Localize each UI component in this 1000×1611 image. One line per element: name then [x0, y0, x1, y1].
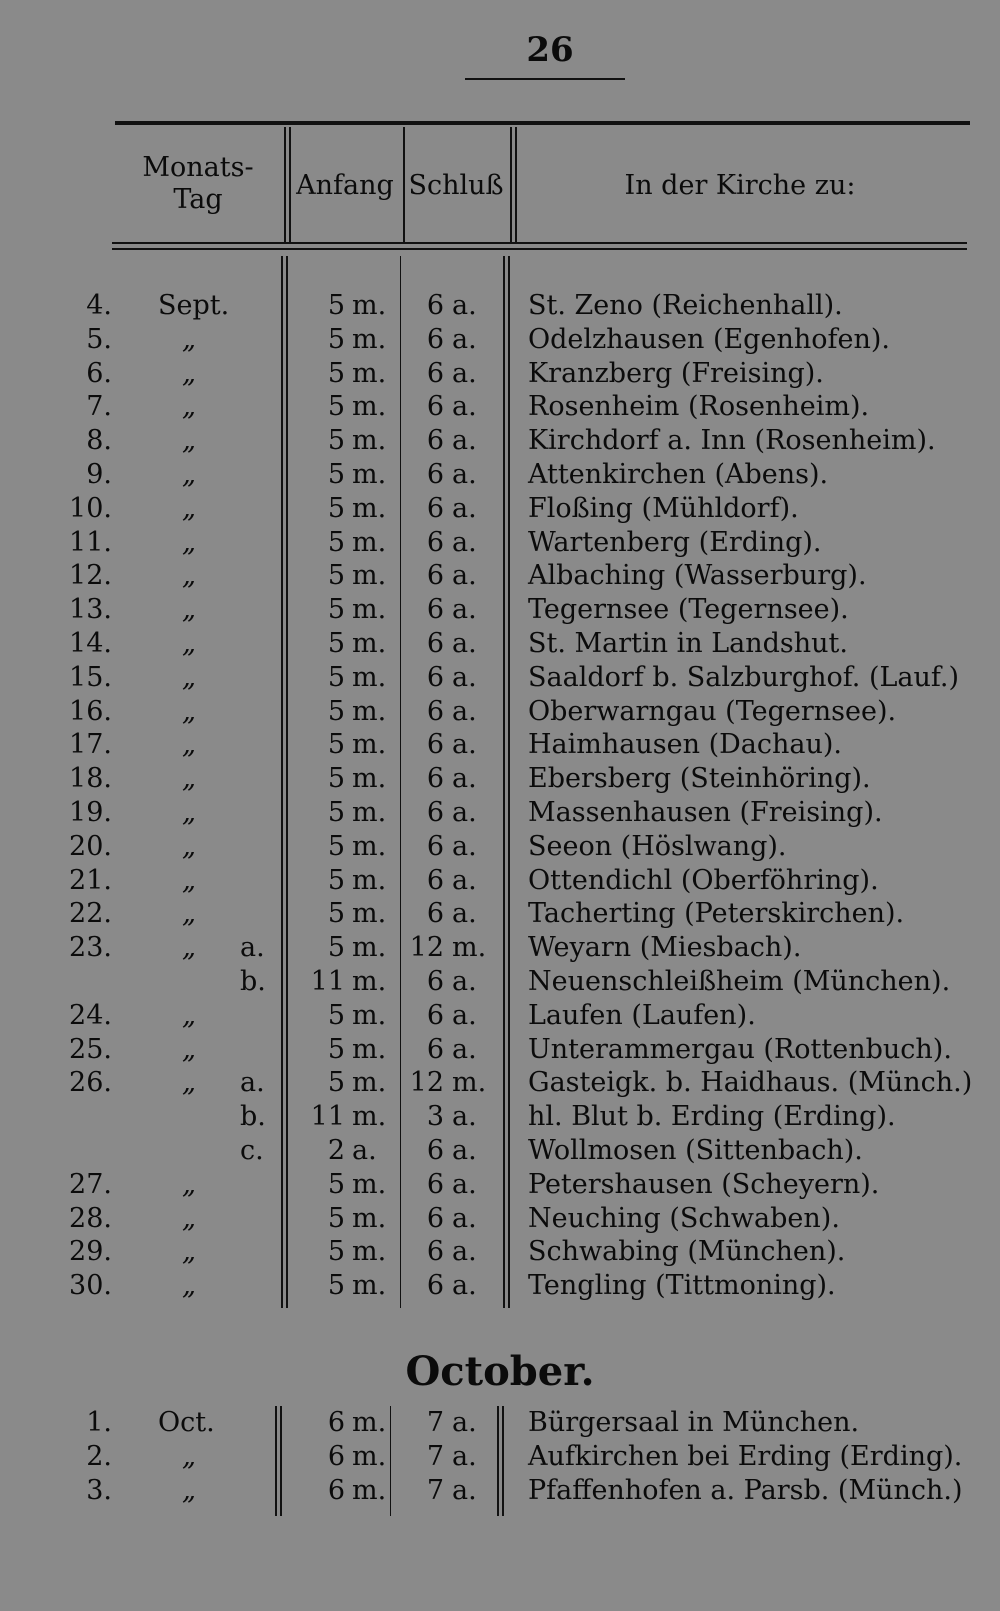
day-cell: 7. [86, 391, 112, 423]
day-cell: 25. [69, 1033, 112, 1065]
ditto-mark: „ [182, 458, 196, 490]
october-title: October. [405, 1348, 595, 1395]
start-time: 5 [327, 290, 345, 321]
day-cell: 14. [69, 627, 112, 659]
ditto-mark: „ [182, 898, 196, 930]
end-unit: a. [452, 458, 477, 490]
end-time: 6 [426, 323, 444, 355]
end-time: 7 [426, 1440, 444, 1472]
page-number-rule [465, 78, 625, 80]
church-cell: Laufen (Laufen). [528, 999, 756, 1031]
header-day-line2: Tag [173, 184, 223, 215]
day-cell: 8. [86, 425, 112, 457]
end-unit: a. [452, 1101, 477, 1133]
start-unit: m. [352, 594, 387, 626]
start-time: 5 [327, 661, 345, 693]
start-unit: m. [352, 932, 387, 964]
table-row [0, 1406, 1000, 1440]
ditto-mark: „ [182, 1440, 196, 1472]
church-cell: Unterammergau (Rottenbuch). [528, 1033, 952, 1065]
end-unit: a. [452, 594, 477, 626]
end-unit: a. [452, 627, 477, 659]
day-cell: 2. [86, 1440, 112, 1472]
day-cell: 21. [69, 864, 112, 896]
table-row [0, 593, 1000, 627]
church-cell: Saaldorf b. Salzburghof. (Lauf.) [528, 661, 960, 693]
church-cell: Kranzberg (Freising). [528, 357, 824, 389]
table-row [0, 627, 1000, 661]
start-time: 6 [327, 1474, 345, 1506]
end-time: 6 [426, 526, 444, 558]
start-time: 5 [327, 323, 345, 355]
church-cell: St. Martin in Landshut. [528, 627, 848, 659]
church-cell: Tacherting (Peterskirchen). [528, 898, 905, 930]
start-time: 6 [327, 1407, 345, 1438]
start-unit: m. [352, 458, 387, 490]
church-cell: Odelzhausen (Egenhofen). [528, 323, 890, 355]
end-unit: a. [452, 1202, 477, 1234]
ditto-mark: „ [182, 1168, 196, 1200]
day-cell: 20. [69, 830, 112, 862]
header-bottom-rule [112, 242, 967, 244]
end-unit: a. [452, 290, 477, 321]
church-cell: Neuenschleißheim (München). [528, 965, 951, 997]
ditto-mark: „ [182, 999, 196, 1031]
start-unit: m. [352, 425, 387, 457]
start-unit: m. [352, 357, 387, 389]
start-time: 11 [310, 1101, 345, 1133]
church-cell: Tegernsee (Tegernsee). [528, 594, 849, 626]
table-top-rule [115, 121, 970, 125]
table-row [0, 830, 1000, 864]
day-cell: 22. [69, 898, 112, 930]
day-cell: 27. [69, 1168, 112, 1200]
end-unit: a. [452, 1168, 477, 1200]
start-unit: m. [352, 898, 387, 930]
end-unit: a. [452, 729, 477, 761]
start-time: 6 [327, 1440, 345, 1472]
start-unit: m. [352, 1440, 387, 1472]
header-divider [284, 127, 286, 242]
table-row [0, 965, 1000, 999]
start-time: 5 [327, 627, 345, 659]
start-unit: m. [352, 1202, 387, 1234]
end-time: 7 [426, 1407, 444, 1438]
ditto-mark: „ [182, 1202, 196, 1234]
table-row [0, 661, 1000, 695]
table-row [0, 357, 1000, 391]
end-unit: a. [452, 323, 477, 355]
church-cell: Rosenheim (Rosenheim). [528, 391, 870, 423]
ditto-mark: „ [182, 1067, 196, 1099]
church-cell: hl. Blut b. Erding (Erding). [528, 1101, 896, 1133]
start-time: 2 [327, 1134, 345, 1166]
end-time: 6 [426, 830, 444, 862]
table-row [0, 1168, 1000, 1202]
month-cell: Sept. [158, 290, 230, 321]
table-row [0, 796, 1000, 830]
end-unit: a. [452, 695, 477, 727]
end-unit: m. [452, 932, 487, 964]
end-time: 6 [426, 729, 444, 761]
ditto-mark: „ [182, 627, 196, 659]
end-unit: a. [452, 391, 477, 423]
start-time: 5 [327, 492, 345, 524]
end-time: 6 [426, 1236, 444, 1268]
start-unit: m. [352, 1101, 387, 1133]
start-time: 5 [327, 458, 345, 490]
table-row [0, 289, 1000, 323]
ditto-mark: „ [182, 425, 196, 457]
ditto-mark: „ [182, 560, 196, 592]
table-row [0, 1202, 1000, 1236]
day-cell: 17. [69, 729, 112, 761]
start-time: 5 [327, 1236, 345, 1268]
header-bottom-rule-2 [112, 248, 967, 250]
day-cell: 10. [69, 492, 112, 524]
end-time: 6 [426, 796, 444, 828]
ditto-mark: „ [182, 932, 196, 964]
ditto-mark: „ [182, 763, 196, 795]
table-row [0, 323, 1000, 357]
ditto-mark: „ [182, 594, 196, 626]
end-time: 6 [426, 1270, 444, 1302]
ditto-mark: „ [182, 729, 196, 761]
end-time: 6 [426, 1168, 444, 1200]
church-cell: Aufkirchen bei Erding (Erding). [528, 1440, 963, 1472]
header-divider [289, 127, 291, 242]
header-divider [515, 127, 517, 242]
end-time: 6 [426, 864, 444, 896]
start-time: 5 [327, 864, 345, 896]
start-time: 5 [327, 560, 345, 592]
church-cell: Pfaffenhofen a. Parsb. (Münch.) [528, 1474, 963, 1506]
sub-entry-label: a. [240, 1067, 265, 1099]
header-start: Anfang [296, 170, 394, 201]
ditto-mark: „ [182, 1236, 196, 1268]
end-time: 6 [426, 1202, 444, 1234]
start-unit: m. [352, 391, 387, 423]
table-row [0, 897, 1000, 931]
header-divider [403, 127, 405, 242]
start-time: 5 [327, 1270, 345, 1302]
church-cell: Wartenberg (Erding). [528, 526, 822, 558]
table-row [0, 1066, 1000, 1100]
ditto-mark: „ [182, 492, 196, 524]
start-time: 5 [327, 796, 345, 828]
start-time: 5 [327, 830, 345, 862]
day-cell: 18. [69, 763, 112, 795]
day-cell: 28. [69, 1202, 112, 1234]
ditto-mark: „ [182, 1033, 196, 1065]
table-row [0, 1100, 1000, 1134]
start-unit: m. [352, 796, 387, 828]
end-time: 7 [426, 1474, 444, 1506]
ditto-mark: „ [182, 695, 196, 727]
end-unit: a. [452, 492, 477, 524]
table-row [0, 728, 1000, 762]
day-cell: 23. [69, 932, 112, 964]
end-unit: a. [452, 357, 477, 389]
end-time: 6 [426, 695, 444, 727]
start-time: 5 [327, 932, 345, 964]
day-cell: 12. [69, 560, 112, 592]
end-unit: a. [452, 830, 477, 862]
start-unit: m. [352, 1407, 387, 1438]
end-unit: a. [452, 796, 477, 828]
table-row [0, 492, 1000, 526]
ditto-mark: „ [182, 864, 196, 896]
table-row [0, 1269, 1000, 1303]
table-row [0, 1033, 1000, 1067]
start-time: 5 [327, 526, 345, 558]
table-row [0, 931, 1000, 965]
sub-entry-label: b. [240, 1101, 266, 1133]
start-unit: m. [352, 763, 387, 795]
day-cell: 6. [86, 357, 112, 389]
church-cell: Massenhausen (Freising). [528, 796, 883, 828]
end-unit: a. [452, 1033, 477, 1065]
start-time: 5 [327, 1067, 345, 1099]
table-row [0, 526, 1000, 560]
end-time: 6 [426, 1033, 444, 1065]
day-cell: 16. [69, 695, 112, 727]
start-time: 5 [327, 999, 345, 1031]
table-row [0, 559, 1000, 593]
ditto-mark: „ [182, 796, 196, 828]
start-unit: m. [352, 492, 387, 524]
end-unit: a. [452, 661, 477, 693]
end-unit: a. [452, 864, 477, 896]
end-unit: a. [452, 898, 477, 930]
end-time: 6 [426, 391, 444, 423]
day-cell: 9. [86, 458, 112, 490]
end-time: 3 [426, 1101, 444, 1133]
end-time: 6 [426, 1134, 444, 1166]
header-church: In der Kirche zu: [624, 170, 856, 201]
start-time: 5 [327, 898, 345, 930]
church-cell: Neuching (Schwaben). [528, 1202, 840, 1234]
header-day-line1: Monats- [142, 152, 254, 183]
end-time: 6 [426, 965, 444, 997]
church-cell: Seeon (Höslwang). [528, 830, 787, 862]
start-unit: m. [352, 323, 387, 355]
end-unit: a. [452, 1407, 477, 1438]
start-unit: m. [352, 830, 387, 862]
end-time: 6 [426, 763, 444, 795]
day-cell: 26. [69, 1067, 112, 1099]
start-time: 5 [327, 391, 345, 423]
ditto-mark: „ [182, 391, 196, 423]
end-unit: a. [452, 425, 477, 457]
sub-entry-label: b. [240, 965, 266, 997]
end-time: 6 [426, 594, 444, 626]
start-time: 5 [327, 695, 345, 727]
end-time: 12 [409, 932, 444, 964]
day-cell: 11. [69, 526, 112, 558]
end-time: 6 [426, 661, 444, 693]
start-time: 5 [327, 425, 345, 457]
end-unit: a. [452, 999, 477, 1031]
start-unit: m. [352, 627, 387, 659]
start-unit: m. [352, 1236, 387, 1268]
end-time: 6 [426, 357, 444, 389]
end-unit: a. [452, 1134, 477, 1166]
church-cell: Petershausen (Scheyern). [528, 1168, 880, 1200]
day-cell: 5. [86, 323, 112, 355]
start-time: 5 [327, 763, 345, 795]
month-cell: Oct. [158, 1407, 215, 1438]
start-unit: m. [352, 1033, 387, 1065]
start-unit: m. [352, 999, 387, 1031]
end-unit: a. [452, 1440, 477, 1472]
table-row [0, 1440, 1000, 1474]
october-table [0, 1406, 1000, 1507]
end-time: 6 [426, 458, 444, 490]
church-cell: Gasteigk. b. Haidhaus. (Münch.) [528, 1067, 973, 1099]
start-unit: m. [352, 729, 387, 761]
start-unit: m. [352, 695, 387, 727]
table-row [0, 1474, 1000, 1508]
table-row [0, 999, 1000, 1033]
start-unit: m. [352, 864, 387, 896]
ditto-mark: „ [182, 323, 196, 355]
end-unit: m. [452, 1067, 487, 1099]
start-unit: m. [352, 1067, 387, 1099]
end-unit: a. [452, 560, 477, 592]
table-row [0, 458, 1000, 492]
start-time: 5 [327, 1202, 345, 1234]
start-unit: m. [352, 965, 387, 997]
end-time: 6 [426, 425, 444, 457]
end-unit: a. [452, 965, 477, 997]
start-unit: a. [352, 1134, 377, 1166]
start-unit: m. [352, 1474, 387, 1506]
table-row [0, 864, 1000, 898]
end-time: 6 [426, 290, 444, 321]
day-cell: 30. [69, 1270, 112, 1302]
sub-entry-label: c. [240, 1134, 264, 1166]
end-unit: a. [452, 763, 477, 795]
day-cell: 3. [86, 1474, 112, 1506]
table-row [0, 1235, 1000, 1269]
end-time: 6 [426, 492, 444, 524]
september-table [0, 289, 1000, 1303]
church-cell: Attenkirchen (Abens). [528, 458, 829, 490]
day-cell: 24. [69, 999, 112, 1031]
start-unit: m. [352, 526, 387, 558]
ditto-mark: „ [182, 1270, 196, 1302]
table-row [0, 424, 1000, 458]
table-row [0, 390, 1000, 424]
end-unit: a. [452, 526, 477, 558]
end-time: 12 [409, 1067, 444, 1099]
ditto-mark: „ [182, 526, 196, 558]
church-cell: Weyarn (Miesbach). [528, 932, 802, 964]
header-day [118, 152, 278, 216]
sub-entry-label: a. [240, 932, 265, 964]
church-cell: Wollmosen (Sittenbach). [528, 1134, 863, 1166]
start-unit: m. [352, 1270, 387, 1302]
church-cell: Haimhausen (Dachau). [528, 729, 842, 761]
end-time: 6 [426, 898, 444, 930]
end-unit: a. [452, 1270, 477, 1302]
end-time: 6 [426, 560, 444, 592]
start-unit: m. [352, 1168, 387, 1200]
church-cell: Kirchdorf a. Inn (Rosenheim). [528, 425, 936, 457]
start-time: 5 [327, 357, 345, 389]
ditto-mark: „ [182, 1474, 196, 1506]
end-unit: a. [452, 1474, 477, 1506]
start-time: 5 [327, 1168, 345, 1200]
header-divider [510, 127, 512, 242]
ditto-mark: „ [182, 357, 196, 389]
page-number: 26 [526, 30, 574, 70]
church-cell: Oberwarngau (Tegernsee). [528, 695, 897, 727]
day-cell: 13. [69, 594, 112, 626]
start-unit: m. [352, 290, 387, 321]
church-cell: Bürgersaal in München. [528, 1407, 860, 1438]
church-cell: Ebersberg (Steinhöring). [528, 763, 871, 795]
start-time: 5 [327, 594, 345, 626]
day-cell: 1. [86, 1407, 112, 1438]
start-time: 11 [310, 965, 345, 997]
day-cell: 29. [69, 1236, 112, 1268]
end-unit: a. [452, 1236, 477, 1268]
table-row [0, 695, 1000, 729]
end-time: 6 [426, 999, 444, 1031]
church-cell: Ottendichl (Oberföhring). [528, 864, 879, 896]
start-time: 5 [327, 729, 345, 761]
end-time: 6 [426, 627, 444, 659]
start-time: 5 [327, 1033, 345, 1065]
start-unit: m. [352, 560, 387, 592]
header-end: Schluß [408, 170, 504, 201]
start-unit: m. [352, 661, 387, 693]
church-cell: Floßing (Mühldorf). [528, 492, 799, 524]
day-cell: 15. [69, 661, 112, 693]
day-cell: 19. [69, 796, 112, 828]
church-cell: Tengling (Tittmoning). [528, 1270, 836, 1302]
table-row [0, 1134, 1000, 1168]
church-cell: Albaching (Wasserburg). [528, 560, 867, 592]
church-cell: St. Zeno (Reichenhall). [528, 290, 843, 321]
ditto-mark: „ [182, 830, 196, 862]
table-row [0, 762, 1000, 796]
ditto-mark: „ [182, 661, 196, 693]
church-cell: Schwabing (München). [528, 1236, 846, 1268]
day-cell: 4. [86, 290, 112, 321]
